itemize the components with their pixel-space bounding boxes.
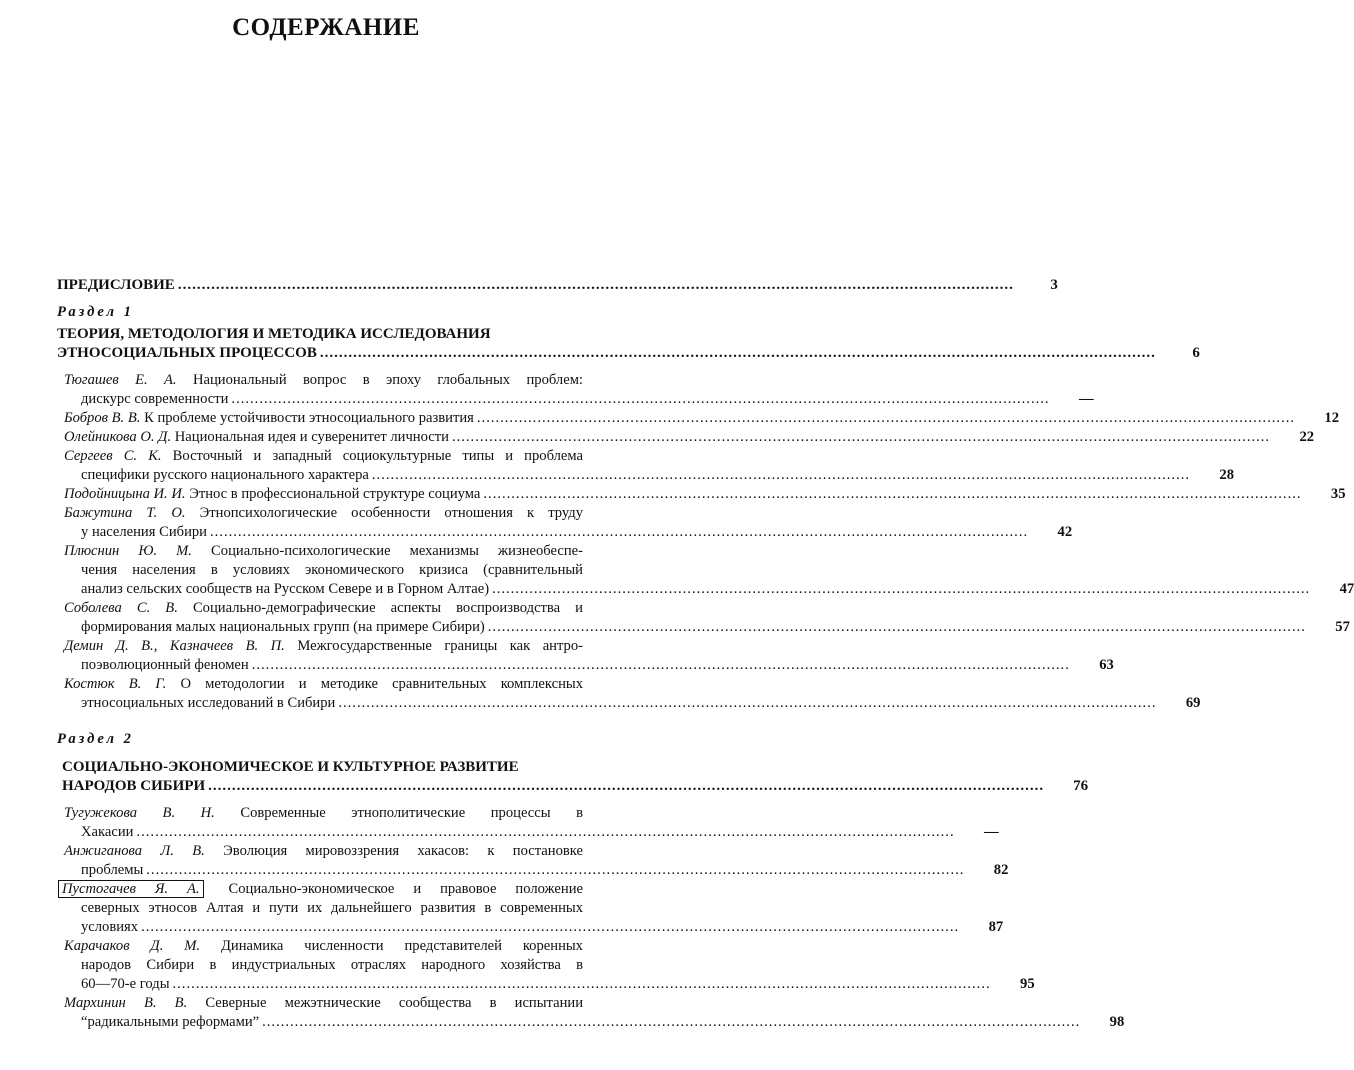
entry-title-line: Хакасии [81,824,134,840]
entry-title-line: ЭТНОСОЦИАЛЬНЫХ ПРОЦЕССОВ [57,345,317,361]
leader-dots [252,656,1070,675]
entry-text [64,428,449,447]
leader-dots [452,428,1270,447]
toc-entry [57,937,1035,994]
entry-author: Костюк В. Г. [64,676,167,692]
toc-line-last [81,861,1009,880]
page-number: 28 [1219,467,1235,483]
entry-title-line [64,504,583,523]
entry-author: Пустогачев Я. А. [58,880,204,898]
toc-line-last [81,1013,1125,1032]
toc-entry [57,504,1073,542]
entry-author: Бобров В. В. [64,410,141,426]
entry-title-line: Этнос в профессиональной структуре социума [189,486,481,502]
toc-section-1 [57,302,1354,713]
page-number: 82 [993,862,1009,878]
entry-title-text: Северные межэтнические сообщества в испытании [205,995,583,1011]
leader-dots [488,618,1306,637]
page-number: 35 [1330,486,1346,502]
page-number: — [984,824,999,840]
entry-title-line [81,899,583,918]
page-number: 98 [1109,1014,1125,1030]
page-number: 12 [1324,410,1340,426]
entry-text [81,861,143,880]
toc-entries [57,804,1125,1032]
entry-title-line [81,561,583,580]
entry-title-line: этносоциальных исследований в Сибири [81,695,336,711]
toc-line-last [64,428,1315,447]
entry-text [81,618,485,637]
entry-text [81,523,207,542]
entry-author: Плюснин Ю. М. [64,543,192,559]
entry-title-line [64,371,583,390]
toc-line-last [57,344,1200,363]
section-heading [57,324,1200,363]
toc-line-last [64,485,1346,504]
entry-author: Демин Д. В., Казначеев В. П. [64,638,285,654]
entry-text [81,823,133,842]
entry-author: Анжиганова Л. В. [64,843,205,859]
entry-title-line: НАРОДОВ СИБИРИ [62,778,206,794]
entry-title-text: северных этносов Алтая и пути их дальнейшего развития в современных [81,900,583,916]
toc-line-last [81,918,1004,937]
entry-text [81,1013,259,1032]
toc-entry [57,542,1354,599]
leader-dots [483,485,1301,504]
toc-entry [57,485,1346,504]
toc-entry [57,994,1125,1032]
preface-label: ПРЕДИСЛОВИЕ [57,277,175,293]
leader-dots [141,918,959,937]
leader-dots [492,580,1310,599]
entry-author: Подойницына И. И. [64,486,186,502]
toc-line-last [81,523,1073,542]
section-heading-line: ТЕОРИЯ, МЕТОДОЛОГИЯ И МЕТОДИКА ИССЛЕДОВАНИЯ [57,326,491,342]
entry-text [62,777,205,796]
entry-title-line: Национальная идея и суверенитет личности [174,429,449,445]
page-number: 69 [1185,695,1201,711]
page-number: 42 [1057,524,1073,540]
page-number: 63 [1099,657,1114,673]
entry-title-text: Социально-экономическое и правовое положение [228,881,583,897]
entry-title-line [64,447,583,466]
toc-entry [57,804,999,842]
page-number: — [1078,391,1094,407]
entry-title-line [64,994,583,1013]
entry-title-line: условиях [81,919,139,935]
entry-title-line: у населения Сибири [81,524,207,540]
page-number: 87 [988,919,1004,935]
entry-title-line: К проблеме устойчивости этносоциального развития [144,410,474,426]
entry-title-line [64,599,583,618]
entry-text [81,918,138,937]
leader-dots [338,694,1156,713]
leader-dots [210,523,1028,542]
entry-text [81,975,170,994]
entry-author: Тюгашев Е. А. [64,372,177,388]
toc-line-last [81,390,1094,409]
page-number: 95 [1020,976,1035,992]
entry-title-text: народов Сибири в индустриальных отраслях народного хозяйства в [81,957,583,973]
entry-title-line: проблемы [81,862,144,878]
entry-author: Олейникова О. Д. [64,429,172,445]
toc-line-last [62,777,1089,796]
entry-title-text: Эволюция мировоззрения хакасов: к постановке [223,843,583,859]
entry-text [64,485,480,504]
entry-title-line [64,880,583,899]
entry-title-line [81,956,583,975]
toc-entry [57,409,1340,428]
entry-text [81,580,489,599]
entry-title-line [64,842,583,861]
toc-line-last [64,409,1340,428]
leader-dots [146,861,964,880]
entry-author: Соболева С. В. [64,600,178,616]
entry-title-line: формирования малых национальных групп (на примере Сибири) [81,619,485,635]
section-heading-line: СОЦИАЛЬНО-ЭКОНОМИЧЕСКОЕ И КУЛЬТУРНОЕ РАЗВИТИЕ [62,759,519,775]
toc-entry [57,371,1094,409]
toc-entries [57,371,1354,713]
entry-text [81,694,335,713]
page-number: 3 [1050,277,1058,293]
entry-title-line [64,637,583,656]
toc-entry [57,880,1004,937]
leader-dots [320,344,1156,363]
toc-entry [57,599,1350,637]
page-number: 22 [1299,429,1315,445]
entry-author: Мархинин В. В. [64,995,188,1011]
entry-title-line: 60—70-е годы [81,976,170,992]
toc-line-last [81,656,1114,675]
entry-title-text: чения населения в условиях экономического кризиса (сравнительный [81,562,583,578]
page-title: СОДЕРЖАНИЕ [232,14,420,41]
entry-title-line: “радикальными реформами” [81,1014,260,1030]
entry-text [81,466,369,485]
leader-dots [136,823,954,842]
entry-title-line: поэволюционный феномен [81,657,249,673]
page-number: 76 [1073,778,1089,794]
toc-line-last [81,580,1354,599]
entry-title-line [64,675,583,694]
entry-text [57,344,317,363]
entry-author: Сергеев С. К. [64,448,162,464]
leader-dots [372,466,1190,485]
toc-entry [57,428,1315,447]
leader-dots [173,975,991,994]
entry-title-line: дискурс современности [81,391,229,407]
toc-entry [57,447,1235,485]
leader-dots [262,1013,1080,1032]
leader-dots [178,276,1014,295]
entry-title-line: специфики русского национального характера [81,467,369,483]
page-number: 6 [1192,345,1200,361]
leader-dots [231,390,1049,409]
entry-title-text: Современные этнополитические процессы в [240,805,583,821]
entry-title-text: О методологии и методике сравнительных комплексных [180,676,583,692]
toc-line-last [81,466,1235,485]
toc-section-2 [57,729,1125,1032]
entry-title-text: Динамика численности представителей коренных [220,938,583,954]
section-label: Раздел 1 [57,304,134,320]
entry-title-text: Социально-психологические механизмы жизнеобеспе- [211,543,583,559]
entry-text [81,656,249,675]
entry-title-line [64,804,583,823]
entry-title-line: анализ сельских сообществ на Русском Севере и в Горном Алтае) [81,581,490,597]
toc-entry [57,637,1114,675]
entry-title-line [64,542,583,561]
leader-dots [477,409,1295,428]
section-label: Раздел 2 [57,731,134,747]
leader-dots [208,777,1044,796]
toc-line-last [81,823,999,842]
entry-title-text: Национальный вопрос в эпоху глобальных проблем: [192,372,583,388]
entry-text [64,409,474,428]
section-heading [62,757,1089,796]
entry-text [81,390,228,409]
entry-author: Тугужекова В. Н. [64,805,215,821]
entry-title-line [64,937,583,956]
entry-title-text: Социально-демографические аспекты воспроизводства и [192,600,583,616]
entry-author: Карачаков Д. М. [64,938,201,954]
entry-author: Бажутина Т. О. [64,505,186,521]
toc-preface [57,276,1058,295]
entry-title-text: Этнопсихологические особенности отношения к труду [199,505,583,521]
toc-line-last [81,618,1350,637]
toc-line-last [81,694,1201,713]
page-number: 47 [1339,581,1354,597]
entry-title-text: Межгосударственные границы как антро- [297,638,584,654]
toc-entry [57,842,1009,880]
entry-title-text: Восточный и западный социокультурные типы и проблема [172,448,584,464]
toc-line-last [81,975,1035,994]
toc-entry [57,675,1201,713]
page-number: 57 [1335,619,1350,635]
